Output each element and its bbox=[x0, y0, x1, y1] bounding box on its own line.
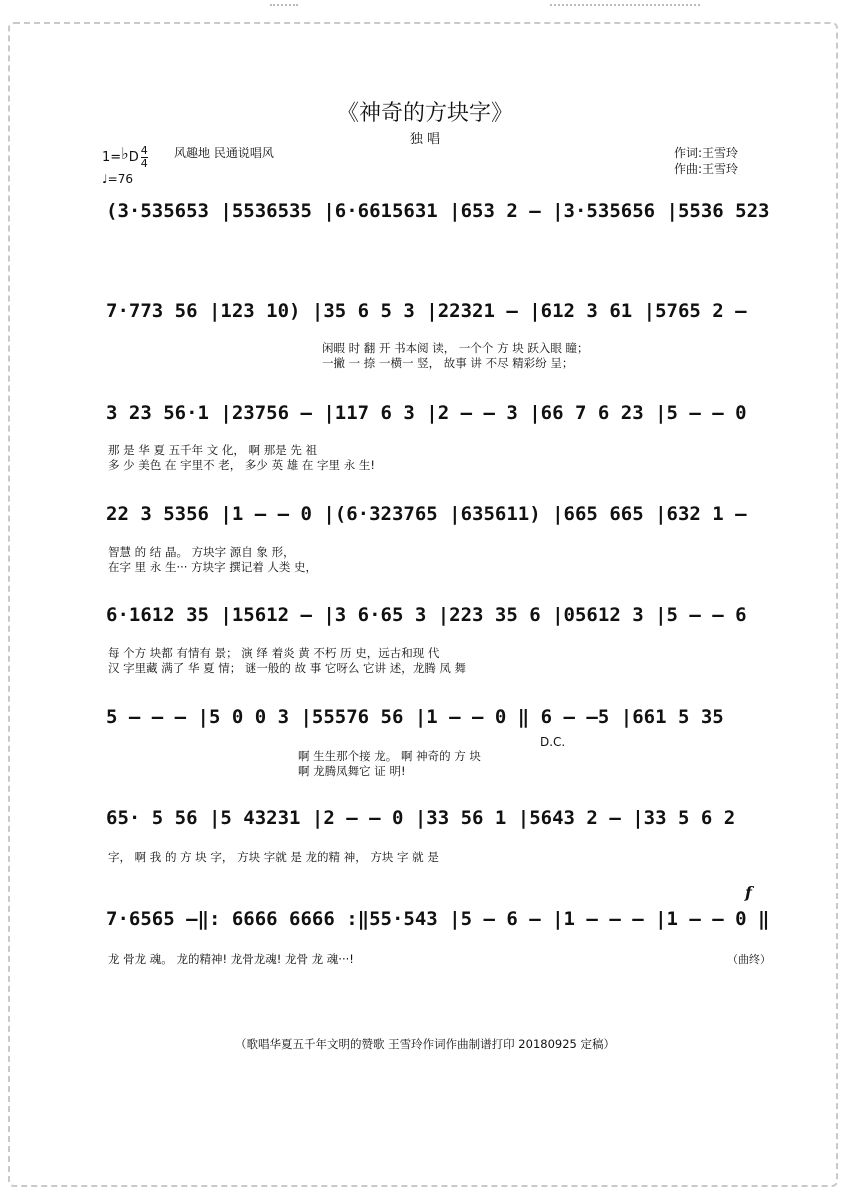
tempo-marking: ♩=76 bbox=[102, 172, 133, 186]
footer-note: （歌唱华夏五千年文明的赞歌 王雪玲作词作曲制谱打印 20180925 定稿） bbox=[235, 1037, 615, 1051]
lyrics-line-4a: 智慧 的 结 晶。 方块字 源自 象 形， bbox=[108, 545, 295, 559]
end-marking: （曲终） bbox=[727, 953, 771, 966]
score-line-2: 7·773 56 |123 10) |35 6 5 3 |22321 – |612 3 61 |5765 2 – bbox=[106, 300, 747, 322]
score-line-3: 3 23 56·1 |23756 – |117 6 3 |2 – – 3 |66 7 6 23 |5 – – 0 bbox=[106, 402, 747, 424]
performance-type: 独 唱 bbox=[409, 132, 441, 147]
top-ornament-right bbox=[550, 4, 700, 14]
style-marking: 风趣地 民通说唱风 bbox=[174, 146, 274, 160]
top-ornament-left bbox=[270, 4, 298, 14]
lyrics-line-3a: 那 是 华 夏 五千年 文 化， 啊 那是 先 祖 bbox=[108, 443, 318, 457]
lyrics-line-2b: 一撇 一 捺 一横一 竖， 故事 讲 不尽 精彩纷 呈； bbox=[322, 356, 574, 370]
lyrics-line-3b: 多 少 美色 在 宇里不 老， 多少 英 雄 在 字里 永 生! bbox=[108, 458, 375, 472]
lyrics-line-6b: 啊 龙腾凤舞它 证 明! bbox=[298, 764, 406, 778]
score-line-4: 22 3 5356 |1 – – 0 |(6·323765 |635611) |665 665 |632 1 – bbox=[106, 503, 747, 525]
meter-top: 4 bbox=[140, 144, 148, 157]
time-signature bbox=[141, 145, 148, 170]
lyrics-line-4b: 在字 里 永 生··· 方块字 撰记着 人类 史， bbox=[108, 560, 318, 574]
lyrics-line-5b: 汉 字里藏 满了 华 夏 情； 谜一般的 故 事 它呀么 它讲 述，龙腾 凤 舞 bbox=[108, 661, 467, 675]
key-signature bbox=[102, 144, 150, 170]
lyrics-line-5a: 每 个方 块都 有情有 景； 演 绎 着炎 黄 不朽 历 史，远古和现 代 bbox=[108, 646, 440, 660]
lyrics-line-2a: 闲暇 时 翻 开 书本阅 读， 一个个 方 块 跃入眼 瞳； bbox=[322, 341, 589, 355]
meter-bottom: 4 bbox=[140, 157, 148, 170]
song-title: 《神奇的方块字》 bbox=[336, 101, 513, 126]
score-line-5: 6·1612 35 |15612 – |3 6·65 3 |223 35 6 |05612 3 |5 – – 6 bbox=[106, 604, 747, 626]
lyrics-line-6a: 啊 生生那个接 龙。 啊 神奇的 方 块 bbox=[298, 749, 481, 763]
score-line-1: (3·535653 |5536535 |6·6615631 |653 2 – |3·535656 |5536 523 bbox=[106, 200, 770, 222]
score-line-6: 5 – – – |5 0 0 3 |55576 56 |1 – – 0 ‖ 6 – –5 |661 5 35 bbox=[106, 706, 724, 728]
dc-marking: D.C. bbox=[540, 735, 566, 749]
composer-credit: 作曲:王雪玲 bbox=[674, 162, 739, 176]
lyrics-line-7a: 字， 啊 我 的 方 块 字， 方块 字就 是 龙的精 神， 方块 字 就 是 bbox=[108, 850, 439, 864]
key-letter: D bbox=[128, 150, 139, 165]
flat-icon: ♭ bbox=[121, 144, 129, 163]
lyrics-line-8a: 龙 骨龙 魂。 龙的精神! 龙骨龙魂! 龙骨 龙 魂···! bbox=[108, 952, 354, 966]
lyricist-credit: 作词:王雪玲 bbox=[674, 146, 739, 160]
key-prefix: 1= bbox=[102, 150, 122, 165]
score-line-8: 7·6565 –‖: 6666 6666 :‖55·543 |5 – 6 – |1 – – – |1 – – 0 ‖ bbox=[106, 908, 770, 930]
dynamic-forte: f bbox=[745, 883, 752, 902]
score-line-7: 65· 5 56 |5 43231 |2 – – 0 |33 56 1 |5643 2 – |33 5 6 2 bbox=[106, 807, 736, 829]
